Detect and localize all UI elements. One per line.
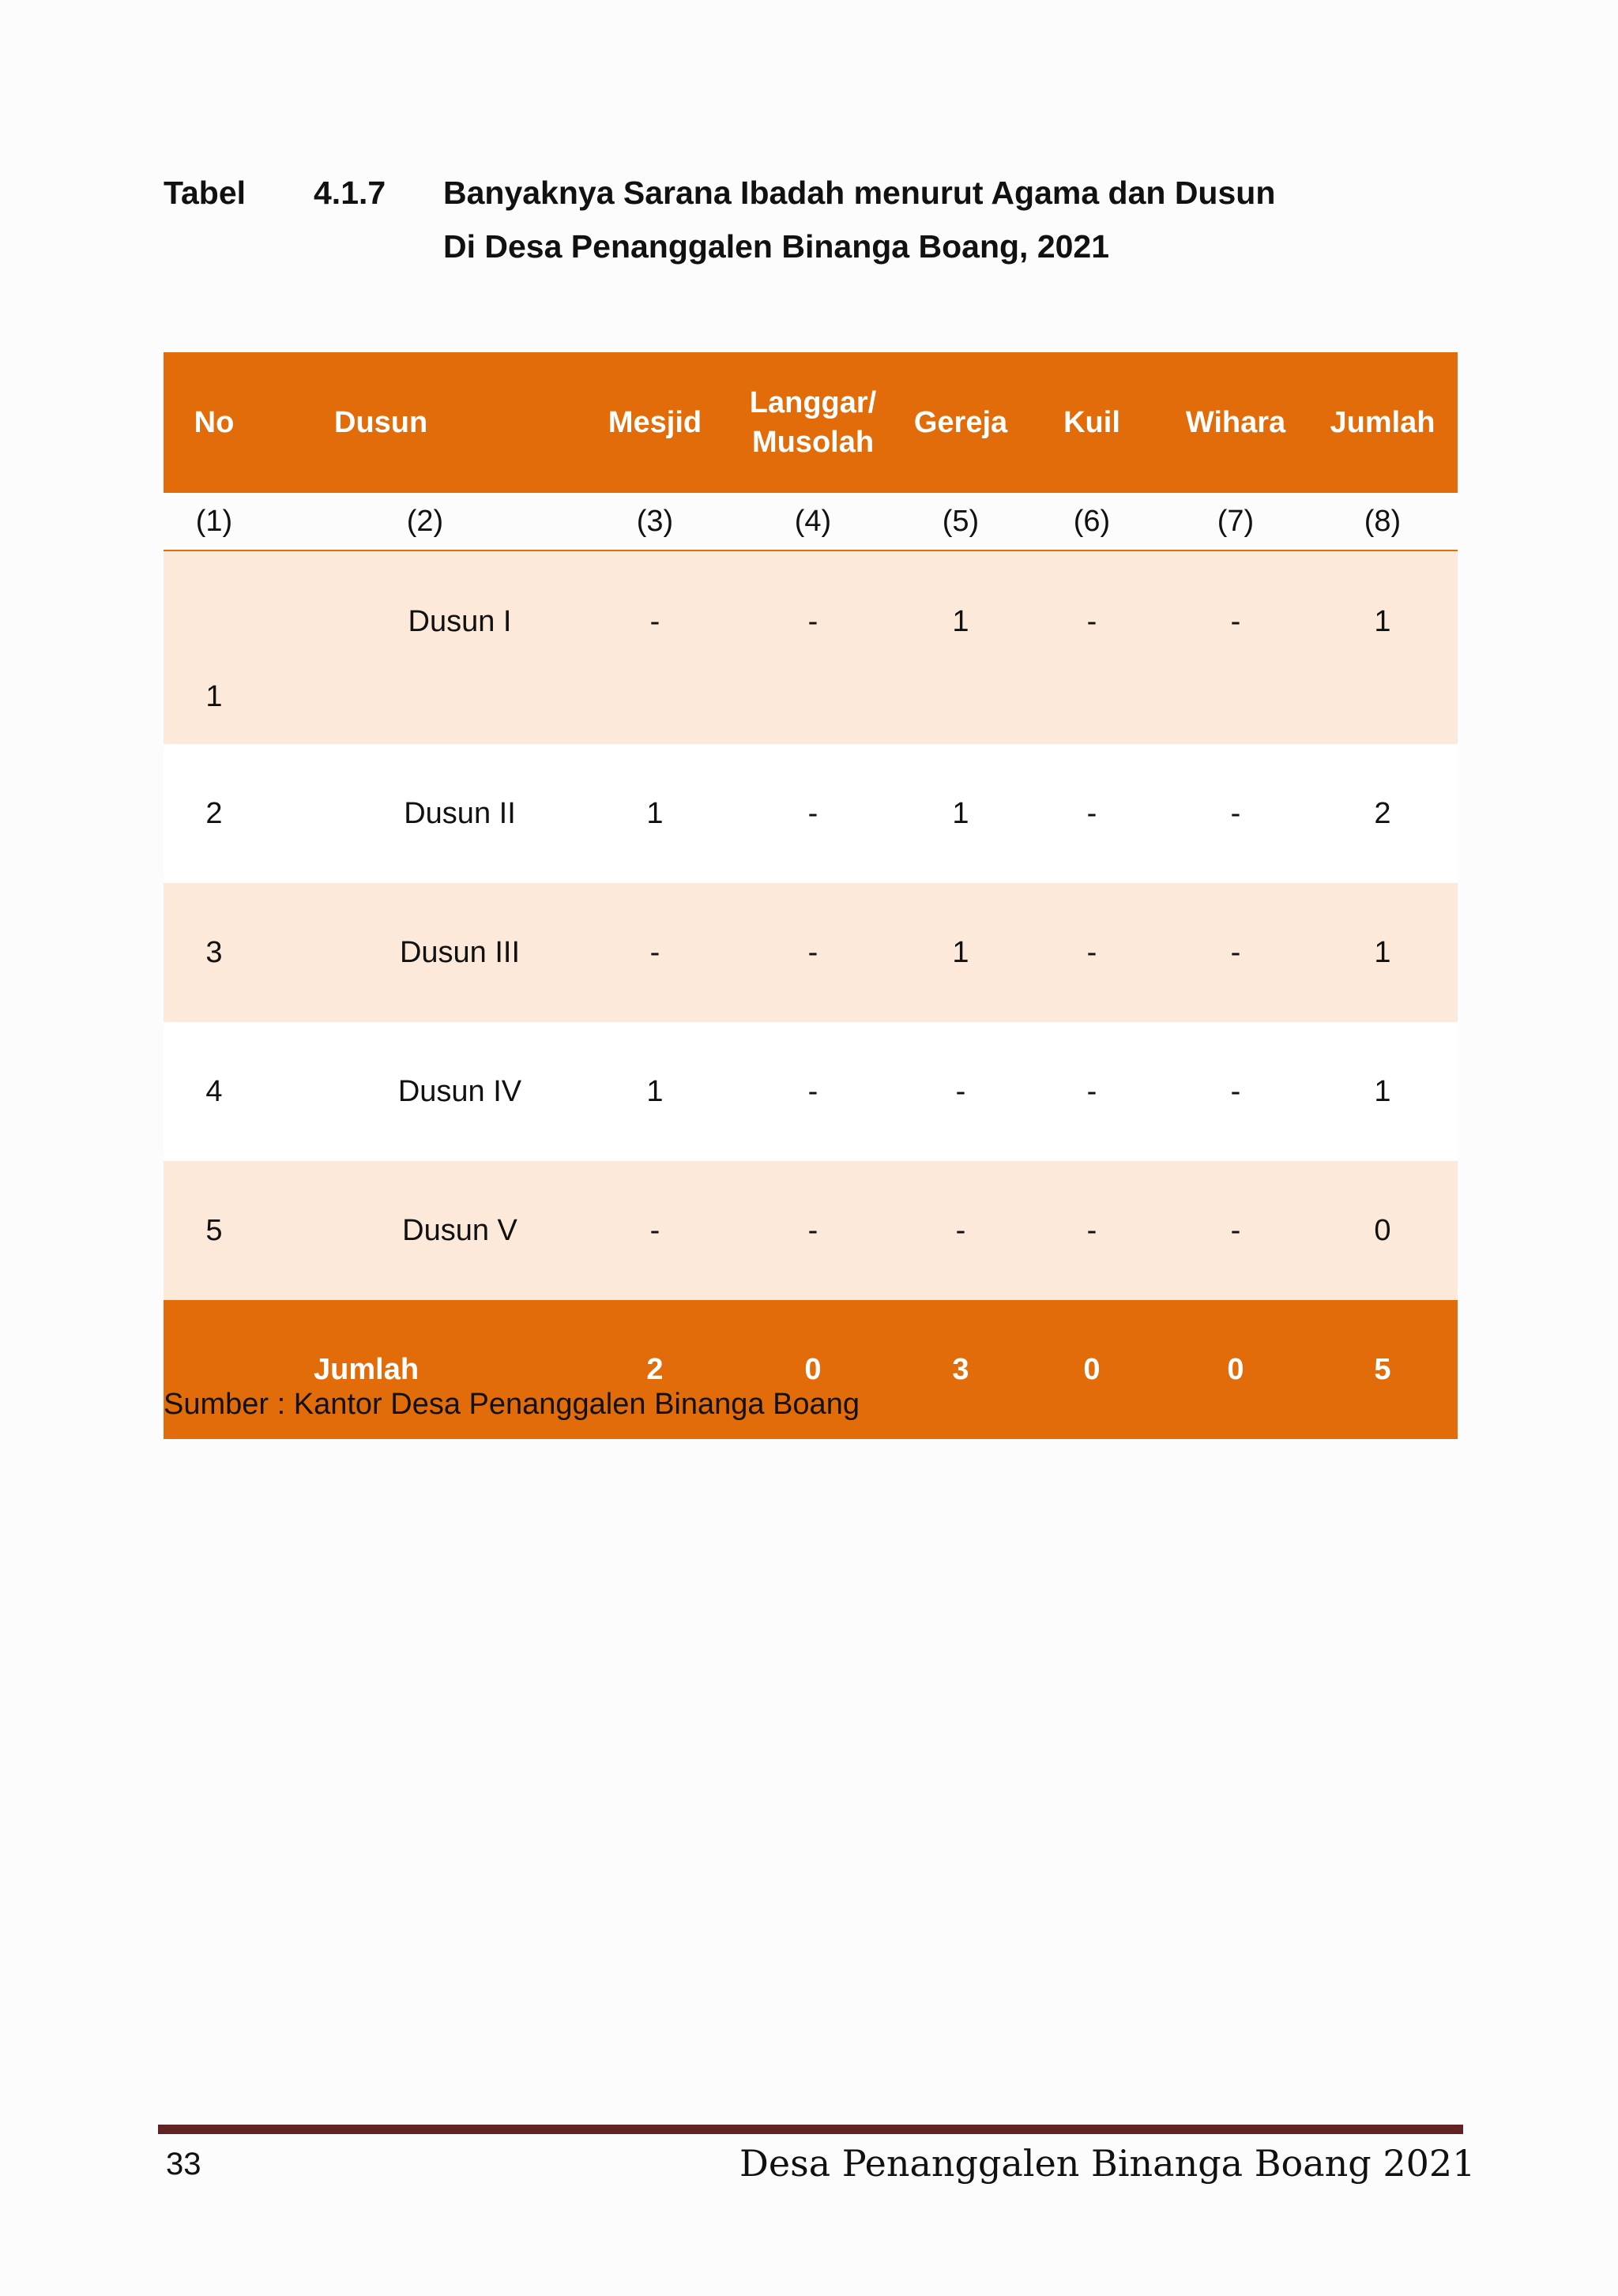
table-label: Tabel (164, 175, 246, 211)
cell-kuil: - (1020, 883, 1164, 1022)
total-wihara: 0 (1164, 1300, 1308, 1439)
column-number: (3) (585, 493, 724, 551)
cell-gereja: 1 (901, 744, 1020, 883)
cell-langgar: - (724, 744, 901, 883)
table-row (164, 1161, 1458, 1300)
column-number: (5) (901, 493, 1020, 551)
table-row (164, 744, 1458, 883)
header-dusun: Dusun (265, 352, 585, 493)
cell-mesjid: - (585, 551, 724, 744)
cell-jumlah: 2 (1308, 744, 1458, 883)
cell-gereja: - (901, 1161, 1020, 1300)
cell-wihara: - (1164, 1022, 1308, 1161)
cell-dusun: Dusun I (265, 551, 585, 744)
cell-gereja: - (901, 1022, 1020, 1161)
cell-dusun: Dusun II (265, 744, 585, 883)
cell-wihara: - (1164, 1161, 1308, 1300)
header-kuil: Kuil (1020, 352, 1164, 493)
total-jumlah: 5 (1308, 1300, 1458, 1439)
cell-kuil: - (1020, 744, 1164, 883)
header-jumlah: Jumlah (1308, 352, 1458, 493)
cell-mesjid: - (585, 1161, 724, 1300)
column-number-row (164, 493, 1458, 551)
cell-gereja: 1 (901, 883, 1020, 1022)
cell-dusun: Dusun III (265, 883, 585, 1022)
page-number: 33 (166, 2147, 201, 2181)
total-kuil: 0 (1020, 1300, 1164, 1439)
header-langgar: Langgar/ (749, 386, 877, 419)
header-mesjid: Mesjid (585, 352, 724, 493)
cell-no: 2 (164, 744, 265, 883)
cell-kuil: - (1020, 551, 1164, 744)
total-mesjid: 2 (585, 1300, 724, 1439)
caption-line-1: Banyaknya Sarana Ibadah menurut Agama dan Dusun (443, 175, 1276, 211)
caption-line-2: Di Desa Penanggalen Binanga Boang, 2021 (443, 228, 1110, 265)
cell-no: 1 (164, 551, 265, 744)
header-gereja: Gereja (901, 352, 1020, 493)
footer-divider (158, 2125, 1463, 2134)
total-label: Jumlah (265, 1300, 585, 1439)
cell-langgar: - (724, 1161, 901, 1300)
cell-mesjid: 1 (585, 744, 724, 883)
column-number: (8) (1308, 493, 1458, 551)
total-langgar: 0 (724, 1300, 901, 1439)
cell-no: 3 (164, 883, 265, 1022)
header-row (164, 352, 1458, 493)
table-row (164, 1022, 1458, 1161)
source-note: Sumber : Kantor Desa Penanggalen Binanga Boang (164, 1388, 860, 1421)
header-musolah: Musolah (751, 426, 875, 459)
column-number: (6) (1020, 493, 1164, 551)
cell-no: 4 (164, 1022, 265, 1161)
cell-jumlah: 1 (1308, 1022, 1458, 1161)
header-langgar-musolah (724, 352, 901, 493)
column-number: (4) (724, 493, 901, 551)
column-number: (2) (265, 493, 585, 551)
cell-jumlah: 1 (1308, 551, 1458, 744)
cell-kuil: - (1020, 1161, 1164, 1300)
footer-document-title: Desa Penanggalen Binanga Boang 2021 (739, 2142, 1476, 2185)
cell-wihara: - (1164, 883, 1308, 1022)
cell-wihara: - (1164, 744, 1308, 883)
table-row (164, 551, 1458, 744)
column-number: (7) (1164, 493, 1308, 551)
total-gereja: 3 (901, 1300, 1020, 1439)
column-number: (1) (164, 493, 265, 551)
cell-langgar: - (724, 551, 901, 744)
header-wihara: Wihara (1164, 352, 1308, 493)
cell-jumlah: 1 (1308, 883, 1458, 1022)
cell-langgar: - (724, 883, 901, 1022)
table-row (164, 883, 1458, 1022)
cell-gereja: 1 (901, 551, 1020, 744)
cell-no: 5 (164, 1161, 265, 1300)
cell-langgar: - (724, 1022, 901, 1161)
cell-mesjid: 1 (585, 1022, 724, 1161)
worship-facilities-table (164, 352, 1458, 1439)
cell-jumlah: 0 (1308, 1161, 1458, 1300)
cell-dusun: Dusun V (265, 1161, 585, 1300)
cell-mesjid: - (585, 883, 724, 1022)
header-no: No (164, 352, 265, 493)
cell-dusun: Dusun IV (265, 1022, 585, 1161)
table-caption (443, 166, 1549, 273)
cell-wihara: - (1164, 551, 1308, 744)
table-number: 4.1.7 (314, 175, 386, 211)
cell-kuil: - (1020, 1022, 1164, 1161)
